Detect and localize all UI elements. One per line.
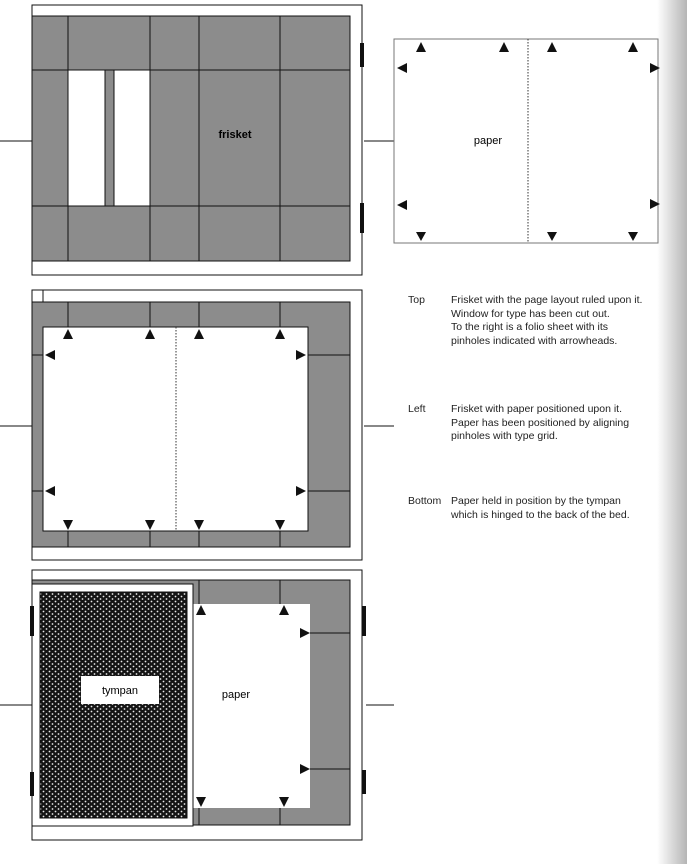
type-window-left — [68, 70, 105, 206]
hinge-icon — [362, 770, 366, 794]
caption-text: Frisket with the page layout ruled upon it. Window for type has been cut out. To the right is a folio sheet with its pinholes indicated with arrowheads. — [451, 294, 643, 347]
caption-top — [408, 294, 684, 348]
hinge-icon — [360, 203, 364, 233]
hinge-icon — [360, 43, 364, 67]
folio-paper-label: paper — [473, 135, 503, 147]
page-gutter-shadow — [657, 0, 687, 864]
folio-sheet — [394, 39, 660, 243]
hinge-icon — [30, 772, 34, 796]
bottom-paper-label: paper — [221, 689, 251, 701]
hinge-icon — [362, 606, 366, 636]
tympan-sheet — [40, 592, 187, 818]
caption-text: Frisket with paper positioned upon it. Paper has been positioned by aligning pinholes with type grid. — [451, 403, 630, 442]
frisket-label: frisket — [218, 129, 252, 141]
hinge-icon — [30, 606, 34, 636]
top-frisket-panel — [0, 5, 394, 275]
caption-term: Top — [408, 294, 425, 306]
tympan-label: tympan — [101, 685, 139, 697]
folio-paper — [394, 39, 658, 243]
caption-left — [408, 403, 684, 444]
bottom-tympan-panel — [0, 570, 394, 840]
caption-term: Bottom — [408, 495, 442, 507]
caption-text: Paper held in position by the tympan which is hinged to the back of the bed. — [451, 495, 630, 521]
type-window-right — [114, 70, 150, 206]
bottom-paper-sheet — [192, 604, 310, 808]
caption-bottom — [408, 495, 684, 522]
middle-frisket-panel — [0, 290, 394, 560]
caption-term: Left — [408, 403, 426, 415]
